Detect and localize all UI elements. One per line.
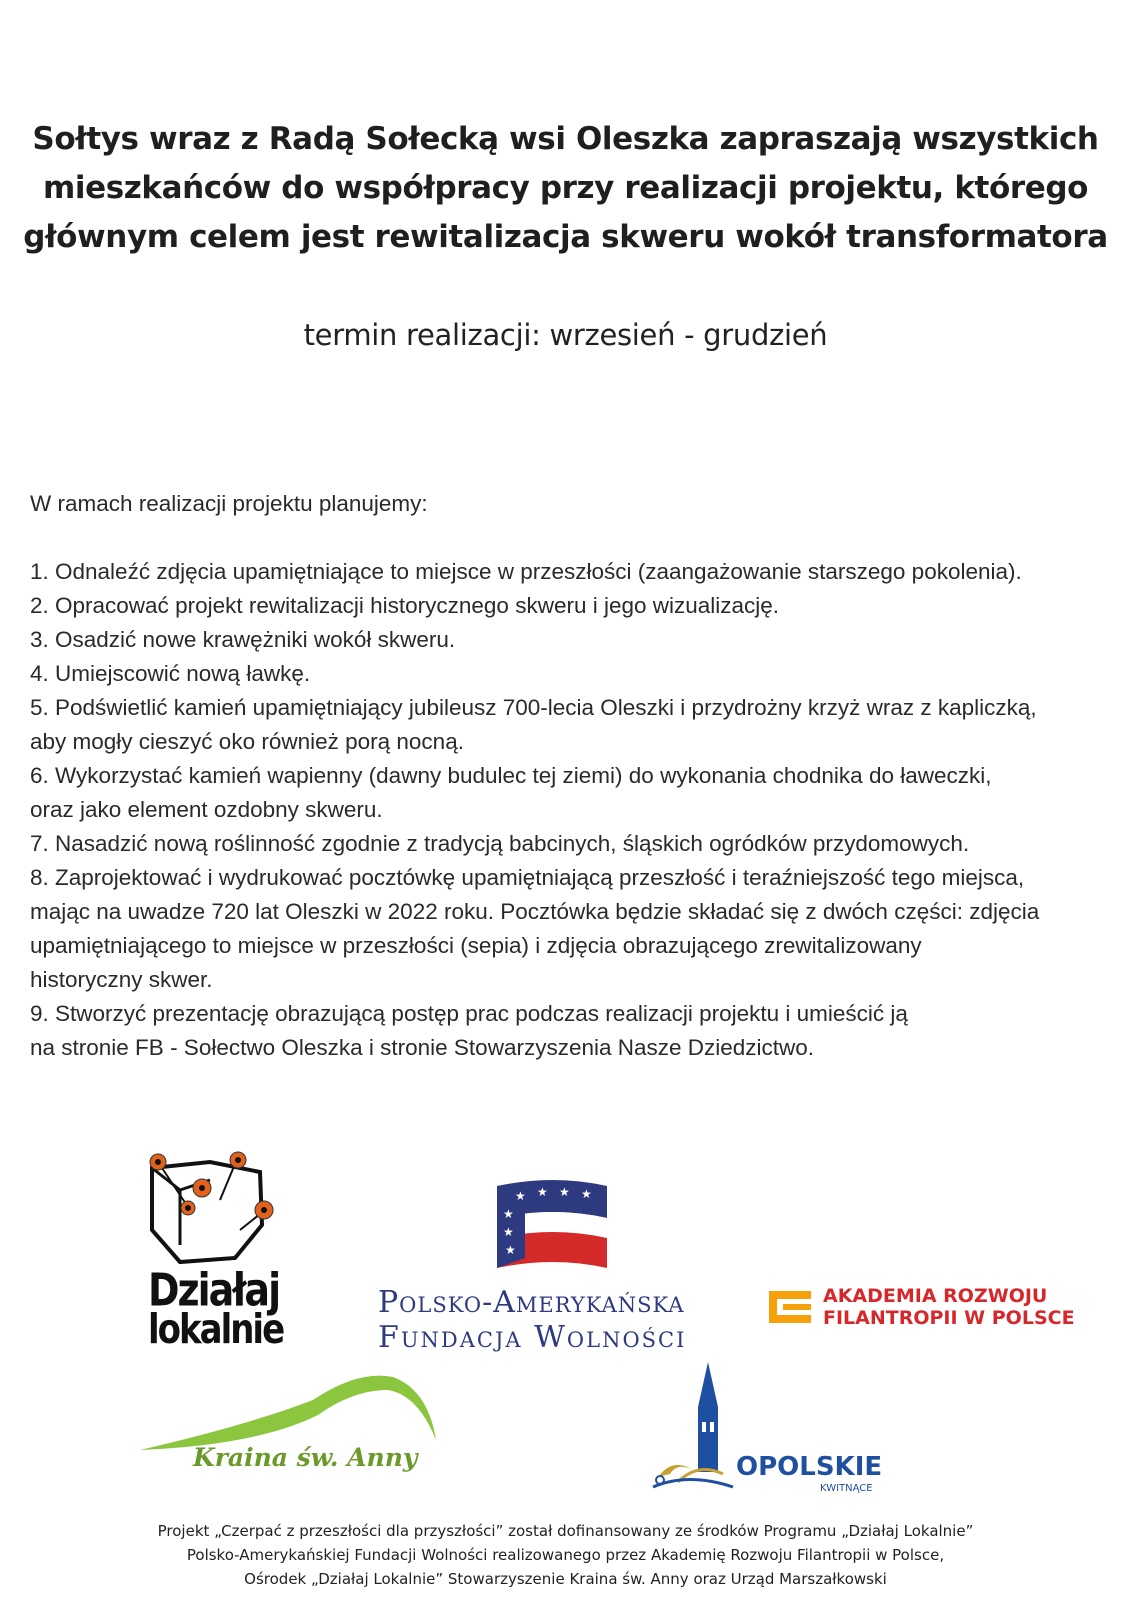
plan-line: 9. Stworzyć prezentację obrazującą postęp prac podczas realizacji projektu i umieścić ją — [30, 1001, 908, 1026]
plan-line: 4. Umiejscowić nową ławkę. — [30, 661, 311, 686]
headline — [0, 115, 1131, 262]
church-tower-icon — [648, 1362, 738, 1497]
headline-line: głównym celem jest rewitalizacja skweru wokół transformatora — [23, 219, 1108, 255]
svg-text:★: ★ — [559, 1185, 570, 1199]
plan-line: 6. Wykorzystać kamień wapienny (dawny budulec tej ziemi) do wykonania chodnika do ławeczki, — [30, 763, 992, 788]
footer-note — [0, 1519, 1131, 1591]
plan-line: 7. Nasadzić nową roślinność zgodnie z tradycją babcinych, śląskich ogródków przydomowych. — [30, 831, 970, 856]
plan-line: historyczny skwer. — [30, 967, 213, 992]
headline-line: Sołtys wraz z Radą Sołecką wsi Oleszka zapraszają wszystkich — [32, 121, 1099, 157]
svg-text:★: ★ — [537, 1185, 548, 1199]
footer-line: Ośrodek „Działaj Lokalnie” Stowarzyszenie Kraina św. Anny oraz Urząd Marszałkowski — [244, 1570, 887, 1588]
plan-line: mając na uwadze 720 lat Oleszki w 2022 roku. Pocztówka będzie składać się z dwóch części: zdjęcia — [30, 899, 1040, 924]
svg-text:★: ★ — [515, 1189, 526, 1203]
pafw-line2: Fundacja Wolności — [378, 1320, 687, 1355]
kraina-text: Kraina św. Anny — [193, 1443, 418, 1472]
akademia-mark-icon — [765, 1287, 815, 1327]
plan-line: na stronie FB - Sołectwo Oleszka i stronie Stowarzyszenia Nasze Dziedzictwo. — [30, 1035, 815, 1060]
svg-text:★: ★ — [581, 1187, 592, 1201]
footer-line: Projekt „Czerpać z przeszłości dla przyszłości” został dofinansowany ze środków Programu „Działaj Lokalnie” — [157, 1522, 974, 1540]
plan-line: aby mogły cieszyć oko również porą nocną. — [30, 729, 464, 754]
plan-intro: W ramach realizacji projektu planujemy: — [30, 491, 428, 516]
svg-text:★: ★ — [503, 1207, 514, 1221]
flag-stars-icon — [495, 1178, 610, 1273]
akademia-line1: AKADEMIA ROZWOJU — [823, 1285, 1048, 1307]
plan-line: oraz jako element ozdobny skweru. — [30, 797, 383, 822]
flowers-box-icon — [140, 1150, 290, 1270]
opolskie-logo — [648, 1362, 893, 1497]
footer-line: Polsko-Amerykańskiej Fundacji Wolności realizowanego przez Akademię Rozwoju Filantropii w Polsce, — [186, 1546, 945, 1564]
plan-line: 3. Osadzić nowe krawężniki wokół skweru. — [30, 627, 456, 652]
akademia-line2: FILANTROPII W POLSCE — [823, 1307, 1075, 1329]
dzialaj-lokalnie-logo — [140, 1150, 290, 1355]
plan-line: upamiętniającego to miejsce w przeszłości (sepia) i zdjęcia obrazującego zrewitalizowany — [30, 933, 922, 958]
dzialaj-line1: Działaj — [148, 1263, 280, 1317]
plan-line: 1. Odnaleźć zdjęcia upamiętniające to miejsce w przeszłości (zaangażowanie starszego pokolenia). — [30, 559, 1022, 584]
plan-section — [30, 487, 1125, 1065]
pafw-text — [378, 1285, 738, 1355]
kraina-logo — [138, 1365, 443, 1480]
pafw-line1: Polsko-Amerykańska — [378, 1285, 685, 1320]
pafw-flag — [495, 1178, 610, 1273]
realization-term: termin realizacji: wrzesień - grudzień — [303, 318, 828, 352]
svg-text:★: ★ — [505, 1243, 516, 1257]
opolskie-sub: KWITNĄCE — [820, 1483, 873, 1494]
hill-swoosh-icon — [138, 1365, 443, 1455]
plan-line: 5. Podświetlić kamień upamiętniający jubileusz 700-lecia Oleszki i przydrożny krzyż wraz z kapliczką, — [30, 695, 1037, 720]
dzialaj-line2: lokalnie — [148, 1306, 284, 1354]
akademia-logo — [765, 1285, 1095, 1335]
headline-line: mieszkańców do współpracy przy realizacji projektu, którego — [42, 170, 1089, 206]
plan-line: 2. Opracować projekt rewitalizacji historycznego skweru i jego wizualizację. — [30, 593, 780, 618]
opolskie-text: OPOLSKIE — [736, 1452, 883, 1482]
plan-line: 8. Zaprojektować i wydrukować pocztówkę upamiętniającą przeszłość i teraźniejszość tego miejsca, — [30, 865, 1025, 890]
svg-text:★: ★ — [503, 1225, 514, 1239]
